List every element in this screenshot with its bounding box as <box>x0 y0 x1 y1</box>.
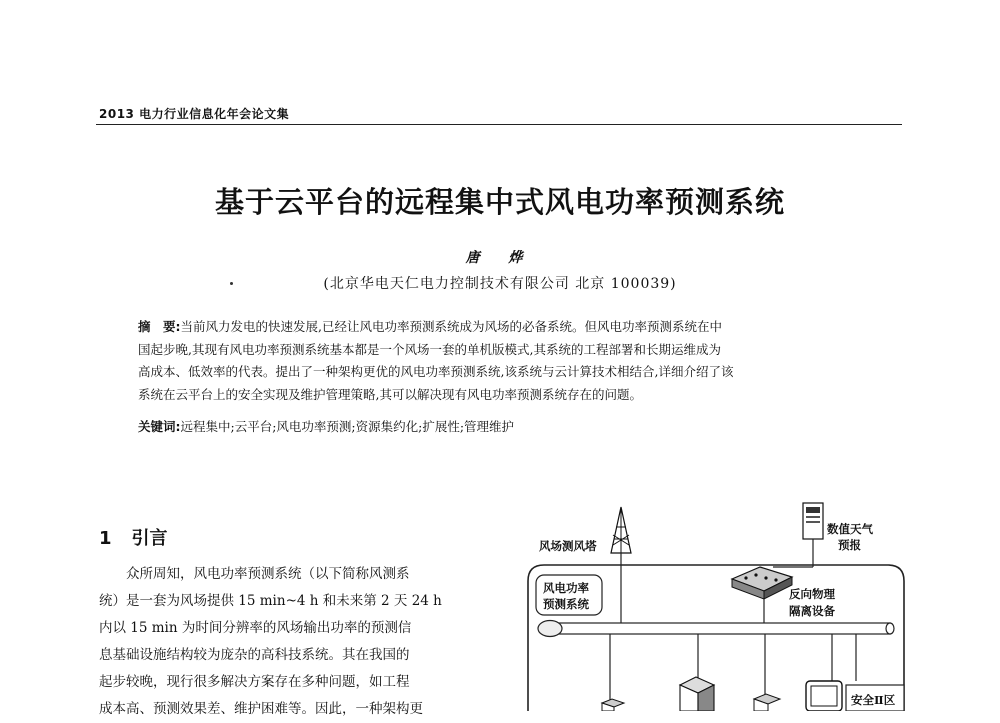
keywords-label: 关键词: <box>138 419 181 434</box>
author: 唐 烨 <box>465 250 535 266</box>
keywords <box>138 417 514 435</box>
forecast-system-label: 预测系统 <box>543 597 589 611</box>
abstract-line: 系统在云平台上的安全实现及维护管理策略,其可以解决现有风电功率预测系统存在的问题。 <box>138 386 642 402</box>
body-line: 统）是一套为风场提供 15 min~4 h 和未来第 2 天 24 h <box>99 593 442 609</box>
section-body <box>99 561 487 723</box>
network-bus <box>558 623 890 634</box>
system-architecture-figure <box>520 495 910 711</box>
header-rule <box>96 124 902 125</box>
body-line: 起步较晚，现行很多解决方案存在多种问题，如工程 <box>99 674 410 690</box>
abstract-text: 当前风力发电的快速发展,已经让风电功率预测系统成为风场的必备系统。但风电功率预测系统在中 <box>180 319 722 334</box>
device-icon <box>602 699 624 711</box>
device-icon <box>754 694 780 711</box>
section-heading <box>99 524 168 550</box>
forecast-system-label: 风电功率 <box>543 581 589 595</box>
abstract-line: 国起步晚,其现有风电功率预测系统基本都是一个风场一套的单机版模式,其系统的工程部署和长期运维成为 <box>138 341 721 357</box>
paper-title: 基于云平台的远程集中式风电功率预测系统 <box>214 185 785 219</box>
section-number: 1 <box>99 528 112 549</box>
tower-label: 风场测风塔 <box>539 539 597 553</box>
nwp-server-icon <box>773 503 823 567</box>
abstract-line <box>138 316 868 339</box>
nwp-label: 预报 <box>838 538 861 552</box>
isolation-device-icon <box>732 567 792 623</box>
nwp-label: 数值天气 <box>827 522 873 536</box>
abstract-label: 摘 要: <box>138 319 181 334</box>
body-line: 成本高、预测效果差、维护困难等。因此，一种架构更 <box>99 701 423 717</box>
section-title: 引言 <box>131 528 168 549</box>
zone-label: 安全Ⅱ区 <box>851 693 896 707</box>
body-line: 众所周知，风电功率预测系统（以下简称风测系 <box>126 566 410 582</box>
body-line: 息基础设施结构较为庞杂的高科技系统。其在我国的 <box>99 647 410 663</box>
abstract <box>138 316 868 406</box>
isolation-label: 反向物理 <box>789 587 835 601</box>
affiliation: (北京华电天仁电力控制技术有限公司 北京 100039) <box>323 276 677 292</box>
abstract-line: 高成本、低效率的代表。提出了一种架构更优的风电功率预测系统,该系统与云计算技术相结合,详细介绍了该 <box>138 364 734 379</box>
server-icon <box>680 677 714 711</box>
running-header: 2013 电力行业信息化年会论文集 <box>99 107 290 121</box>
bus-end-icon <box>538 621 562 637</box>
isolation-label: 隔离设备 <box>789 604 835 618</box>
body-line: 内以 15 min 为时间分辨率的风场输出功率的预测信 <box>99 620 412 636</box>
monitor-icon <box>806 681 842 711</box>
keywords-text: 远程集中;云平台;风电功率预测;资源集约化;扩展性;管理维护 <box>180 419 515 434</box>
